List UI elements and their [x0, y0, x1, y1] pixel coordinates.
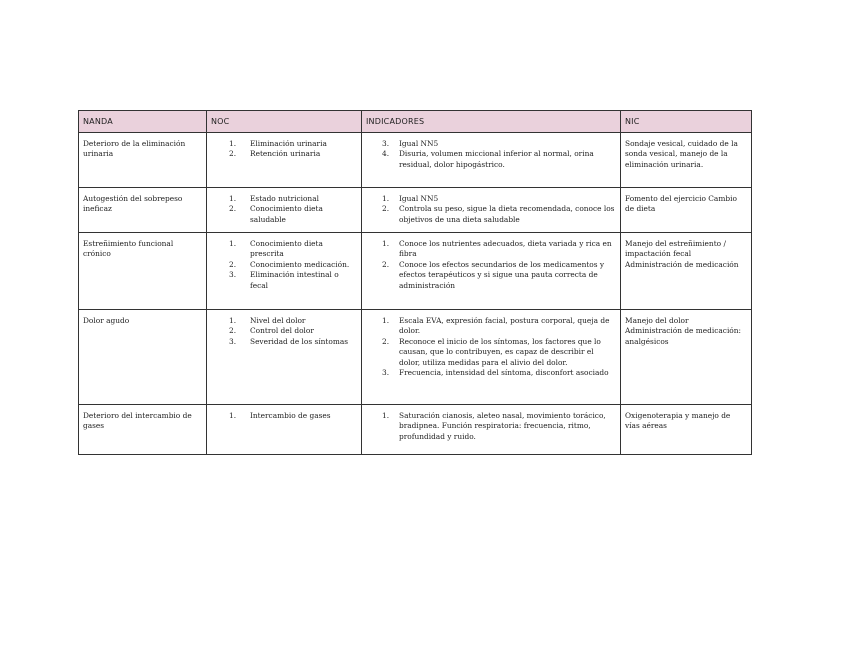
- rows.2.noc-list: [211, 239, 357, 291]
- list-number: 1.: [229, 239, 237, 248]
- header-row: [79, 111, 752, 133]
- list-number: 1.: [382, 411, 390, 420]
- care-plan-table: [78, 110, 752, 455]
- list-number: 2.: [229, 326, 237, 336]
- nic-cell: Manejo del estreñimiento / impactación fecal Administración de medicación: [621, 233, 752, 310]
- list-number: 3.: [229, 336, 237, 346]
- list-number: 3.: [382, 368, 390, 378]
- list-number: 1.: [382, 239, 390, 248]
- nic-cell: Fomento del ejercicio Cambio de dieta: [621, 188, 752, 233]
- list-number: 2.: [229, 204, 237, 214]
- list-text: Reconoce el inicio de los síntomas, los factores que lo causan, que lo contribuyen, es capaz de describir el dolor, utiliza medidas para el alivio del dolor.: [399, 336, 601, 367]
- list-item: [382, 316, 616, 337]
- list-number: 2.: [382, 204, 390, 214]
- list-text: Escala EVA, expresión facial, postura corporal, queja de dolor.: [399, 316, 610, 336]
- header-nic: NIC: [621, 111, 752, 133]
- list-text: Severidad de los síntomas: [250, 336, 349, 346]
- table-row: [79, 405, 752, 455]
- list-text: Conoce los nutrientes adecuados, dieta variada y rica en fibra: [399, 239, 612, 259]
- list-number: 2.: [382, 336, 390, 346]
- list-number: 1.: [229, 194, 237, 203]
- list-item: [229, 204, 357, 225]
- rows.2.ind-list: [366, 239, 616, 291]
- rows.4.noc-list: [211, 411, 357, 421]
- list-item: [229, 316, 357, 326]
- list-text: Control del dolor: [250, 326, 314, 336]
- nanda-cell: Estreñimiento funcional crónico: [79, 233, 207, 310]
- rows.0.noc-list: [211, 139, 357, 160]
- list-number: 1.: [382, 194, 390, 203]
- nanda-cell: Deterioro del intercambio de gases: [79, 405, 207, 455]
- list-text: Retención urinaria: [250, 149, 321, 159]
- list-item: [382, 204, 616, 225]
- list-number: 1.: [229, 316, 237, 325]
- list-text: Intercambio de gases: [250, 411, 331, 420]
- header-nanda: NANDA: [79, 111, 207, 133]
- list-number: 1.: [382, 316, 390, 325]
- list-text: Eliminación urinaria: [250, 139, 327, 148]
- list-number: 2.: [229, 149, 237, 159]
- indicadores-cell: [362, 133, 621, 188]
- list-text: Eliminación intestinal o fecal: [250, 270, 339, 290]
- nic-cell: Sondaje vesical, cuidado de la sonda vesical, manejo de la eliminación urinaria.: [621, 133, 752, 188]
- list-item: [229, 337, 357, 347]
- list-item: [229, 260, 357, 270]
- indicadores-cell: [362, 233, 621, 310]
- table-row: [79, 310, 752, 405]
- rows.1.noc-list: [211, 194, 357, 225]
- list-item: [229, 270, 357, 291]
- list-text: Conocimiento medicación.: [250, 259, 350, 269]
- list-item: [382, 139, 616, 149]
- rows.1.ind-list: [366, 194, 616, 225]
- list-number: 1.: [229, 411, 237, 420]
- nanda-cell: Dolor agudo: [79, 310, 207, 405]
- list-number: 1.: [229, 139, 237, 148]
- nic-cell: Manejo del dolor Administración de medicación: analgésicos: [621, 310, 752, 405]
- table-row: [79, 133, 752, 188]
- nic-cell: Oxigenoterapia y manejo de vías aéreas: [621, 405, 752, 455]
- list-text: Igual NN5: [399, 139, 439, 148]
- header-noc: NOC: [207, 111, 362, 133]
- list-text: Conoce los efectos secundarios de los medicamentos y efectos terapéuticos y si sigue una pauta correcta de administración: [399, 259, 605, 290]
- list-number: 4.: [382, 149, 390, 159]
- list-number: 2.: [382, 259, 390, 269]
- list-item: [382, 411, 616, 442]
- list-text: Disuria, volumen miccional inferior al normal, orina residual, dolor hipogástrico.: [399, 149, 594, 169]
- table-row: [79, 188, 752, 233]
- noc-cell: [207, 310, 362, 405]
- list-item: [382, 194, 616, 204]
- list-text: Igual NN5: [399, 194, 439, 203]
- list-item: [382, 149, 616, 170]
- noc-cell: [207, 405, 362, 455]
- list-item: [229, 194, 357, 204]
- rows.0.ind-list: [366, 139, 616, 170]
- list-item: [229, 326, 357, 336]
- rows.4.ind-list: [366, 411, 616, 442]
- list-text: Conocimiento dieta saludable: [250, 204, 323, 224]
- list-number: 2.: [229, 259, 237, 269]
- noc-cell: [207, 133, 362, 188]
- list-text: Estado nutricional: [250, 194, 319, 203]
- list-text: Nivel del dolor: [250, 316, 306, 325]
- list-text: Conocimiento dieta prescrita: [250, 239, 323, 259]
- nanda-cell: Deterioro de la eliminación urinaria: [79, 133, 207, 188]
- header-indicadores: INDICADORES: [362, 111, 621, 133]
- list-number: 3.: [382, 139, 390, 148]
- list-item: [382, 260, 616, 291]
- indicadores-cell: [362, 310, 621, 405]
- list-text: Controla su peso, sigue la dieta recomendada, conoce los objetivos de una dieta saludable: [399, 204, 615, 224]
- list-item: [382, 368, 616, 378]
- list-item: [382, 337, 616, 368]
- table-row: [79, 233, 752, 310]
- noc-cell: [207, 233, 362, 310]
- list-item: [229, 139, 357, 149]
- list-item: [229, 149, 357, 159]
- indicadores-cell: [362, 188, 621, 233]
- list-item: [382, 239, 616, 260]
- indicadores-cell: [362, 405, 621, 455]
- list-number: 3.: [229, 270, 237, 280]
- nanda-cell: Autogestión del sobrepeso ineficaz: [79, 188, 207, 233]
- list-text: Frecuencia, intensidad del síntoma, disconfort asociado: [399, 368, 609, 378]
- rows.3.noc-list: [211, 316, 357, 347]
- list-item: [229, 239, 357, 260]
- list-text: Saturación cianosis, aleteo nasal, movimiento torácico, bradipnea. Función respiratoria: frecuencia, ritmo, profundidad y ruido.: [399, 411, 606, 441]
- list-item: [229, 411, 357, 421]
- rows.3.ind-list: [366, 316, 616, 378]
- noc-cell: [207, 188, 362, 233]
